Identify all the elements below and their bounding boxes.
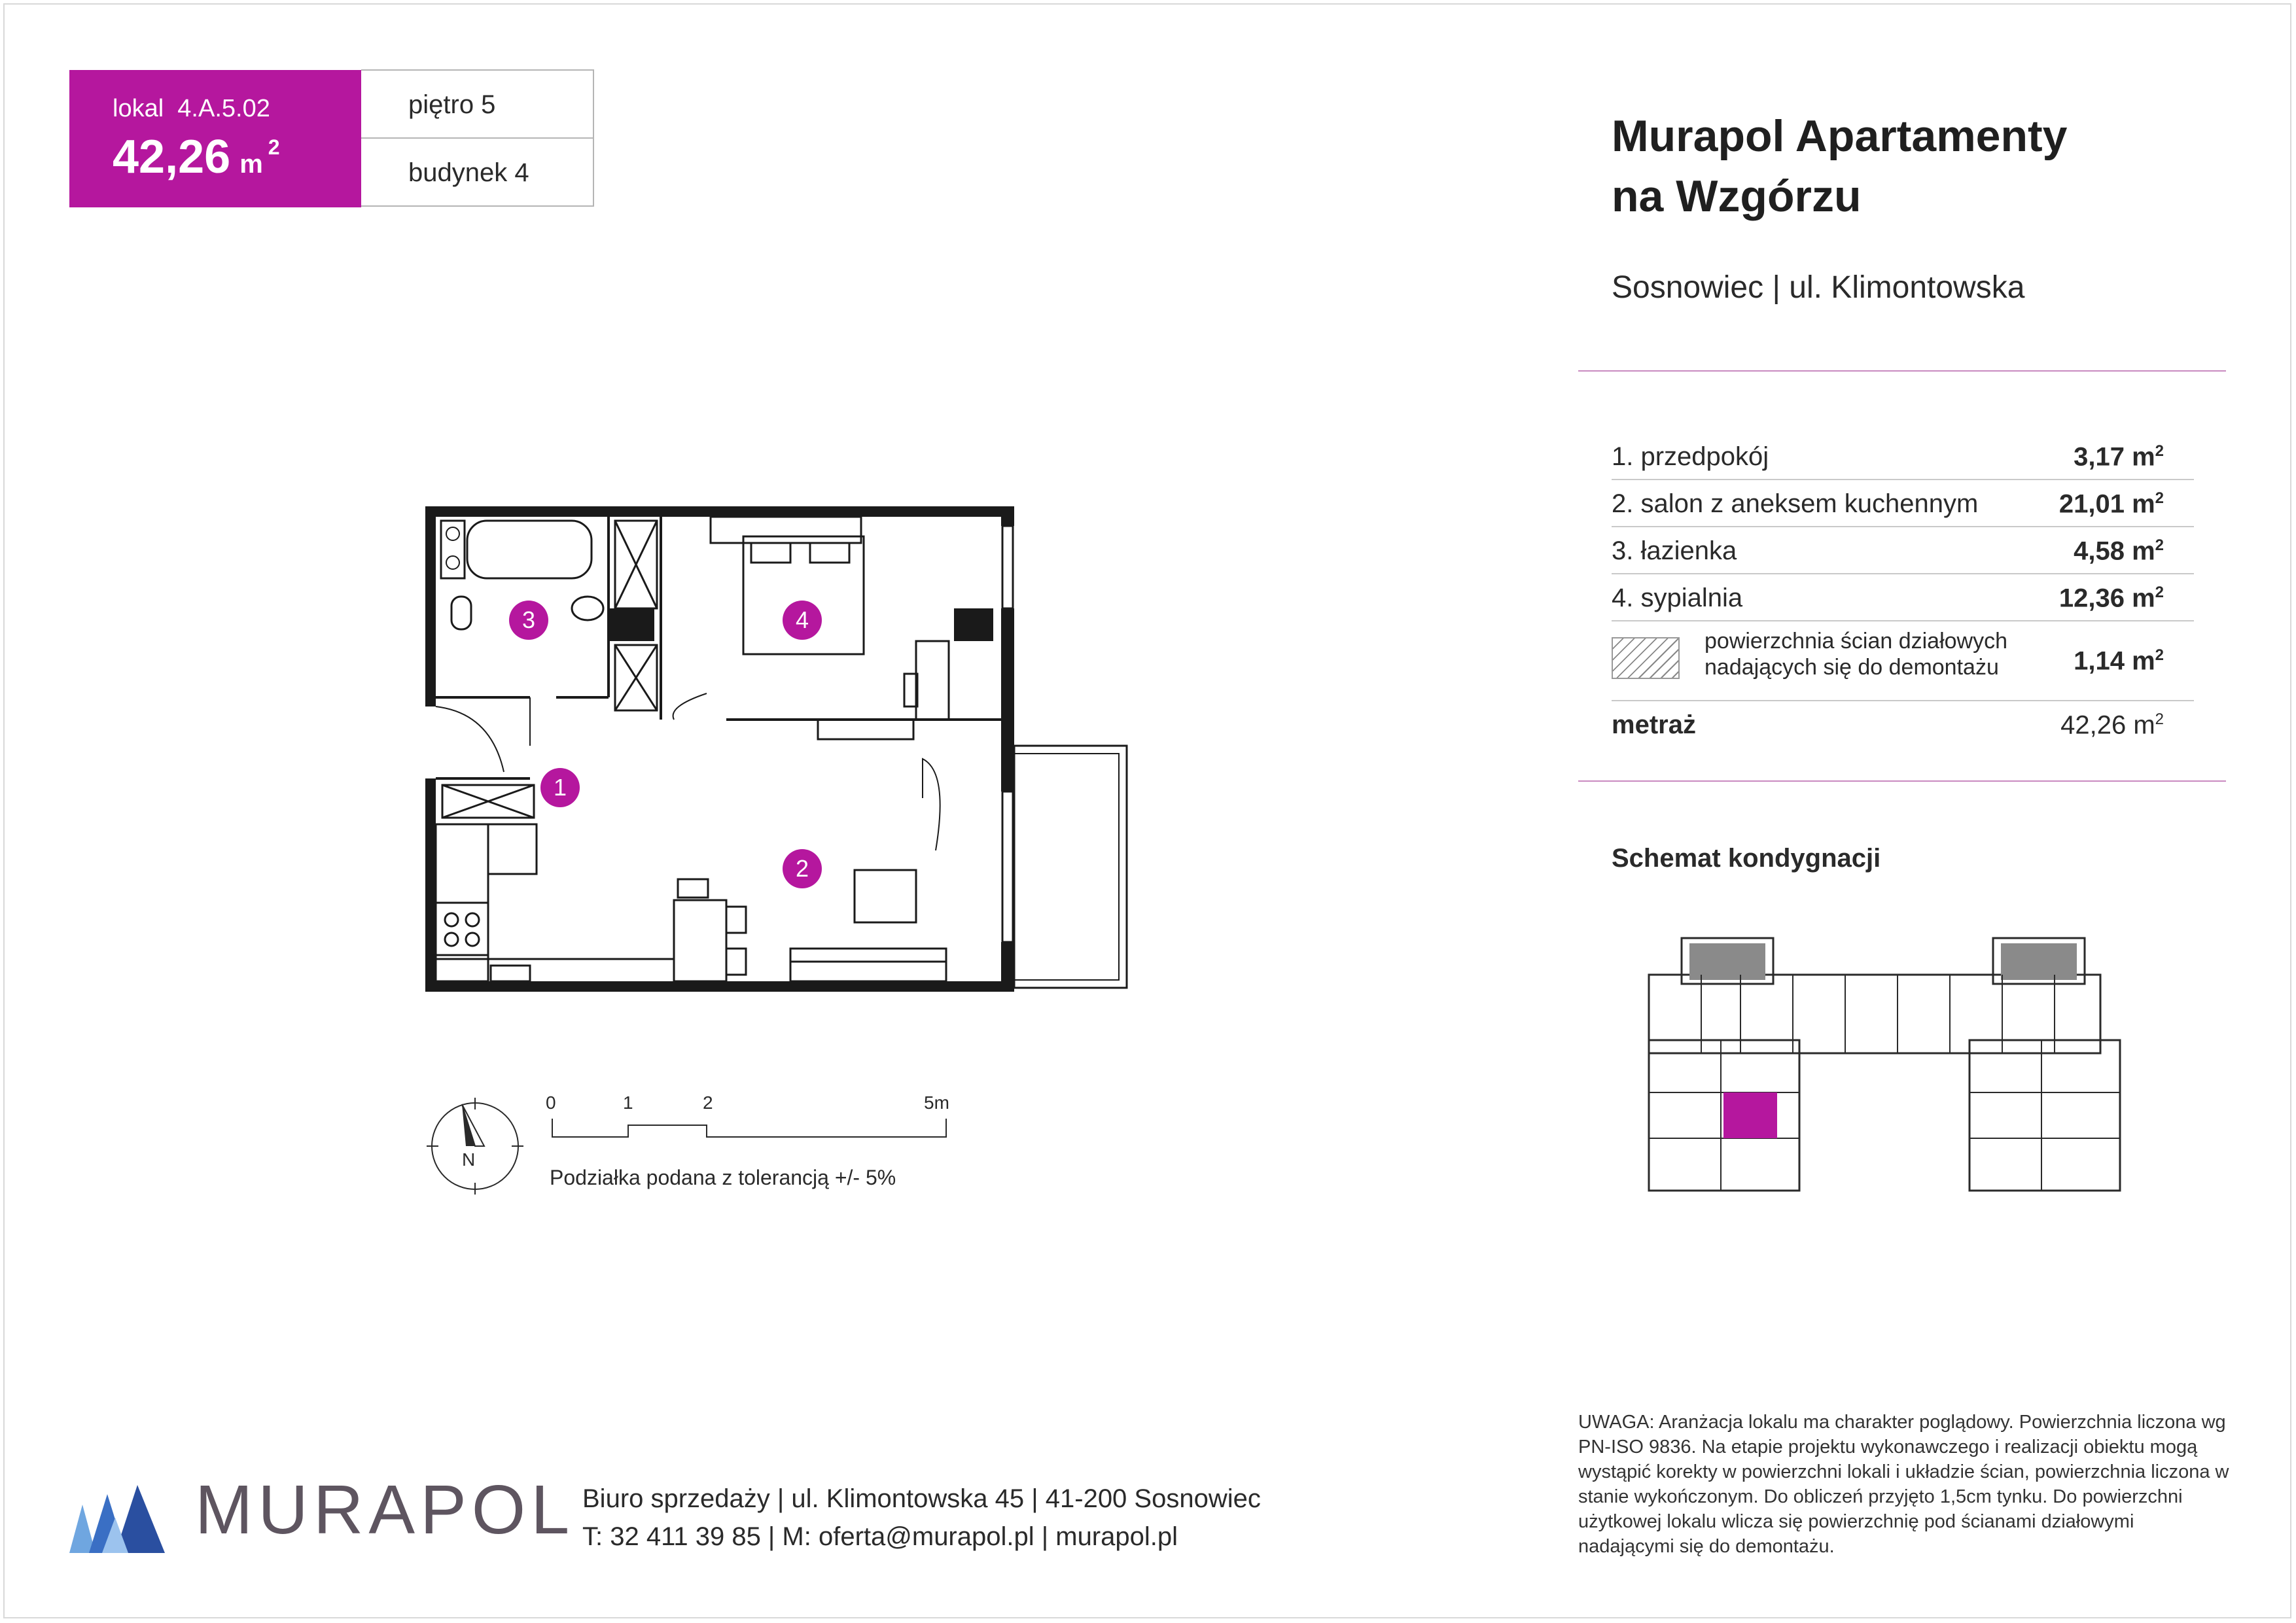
room-row-3: 3. łazienka 4,58 $m^2$ <box>1612 527 2194 574</box>
bathtub <box>467 521 592 578</box>
room-label-2: 2 <box>795 855 809 882</box>
room-row-4: 4. sypialnia 12,36 $m^2$ <box>1612 574 2194 621</box>
schema-title: Schemat kondygnacji <box>1612 844 1881 873</box>
hatch-swatch <box>1612 637 1680 679</box>
scale-note: Podziałka podana z tolerancją +/- 5% <box>550 1166 896 1189</box>
unit-id: lokal 4.A.5.02 <box>113 95 270 122</box>
disclaimer-note: UWAGA: Aranżacja lokalu ma charakter poglądowy. Powierzchnia liczona wg PN-ISO 9836. Na etapie projektu wykonawczego i realizacji obiektu mogą wystąpić korekty w powierzchni lokali i układzie ścian, powierzchnia liczona w stanie wykończonym. Do obliczeń przyjęto 1,5cm tynku. Do powierzchni użytkowej lokalu wlicza się powierzchnię pod ścianami działowymi nadającymi się do demontażu. <box>1578 1412 2229 1557</box>
room-row-2: 2. salon z aneksem kuchennym 21,01 $m^2$ <box>1612 480 2194 527</box>
room-markers <box>509 601 822 888</box>
room-label-1: 1 <box>553 774 567 801</box>
svg-text:N: N <box>462 1149 476 1170</box>
project-title: Murapol Apartamenty na Wzgórzu <box>1612 111 2068 221</box>
toilet <box>451 597 471 629</box>
room-label-4: 4 <box>795 606 809 633</box>
floor-schema <box>1629 929 2140 1204</box>
page-frame <box>3 3 2291 1618</box>
bed <box>711 517 949 720</box>
project-location: Sosnowiec | ul. Klimontowska <box>1612 270 2025 305</box>
floor-plan <box>412 497 1132 1034</box>
kitchen <box>436 824 726 981</box>
unit-badge <box>69 70 361 207</box>
walls-row: powierzchnia ścian działowych nadających się do demontażu 1,14 $m^2$ <box>1612 621 2194 701</box>
walls-note: powierzchnia ścian działowych nadających się do demontażu <box>1704 629 2008 680</box>
sink <box>572 597 603 620</box>
balcony <box>1014 746 1127 988</box>
total-row: metraż 42,26 $m^2$ <box>1612 710 2164 740</box>
dining-table <box>726 870 916 975</box>
building-label: budynek 4 <box>408 158 529 187</box>
doors <box>436 693 940 850</box>
divider-bottom <box>1578 780 2226 782</box>
room-row-1: 1. przedpokój 3,17 $m^2$ <box>1612 433 2194 480</box>
unit-area: 42,26 $m^2$ <box>113 131 280 183</box>
murapol-logo-icon <box>69 1485 165 1553</box>
murapol-logo-text: MURAPOL <box>195 1471 575 1548</box>
sofa <box>790 949 946 981</box>
room-label-3: 3 <box>521 606 536 633</box>
unit-info-box <box>361 69 594 207</box>
divider-top <box>1578 370 2226 372</box>
tv-unit <box>818 720 913 739</box>
north-arrow-icon <box>423 1094 527 1198</box>
sales-office-info: Biuro sprzedaży | ul. Klimontowska 45 | 41-200 Sosnowiec T: 32 411 39 85 | M: oferta@murapol.pl | murapol.pl <box>582 1484 1261 1551</box>
floor-label: piętro 5 <box>361 71 593 139</box>
schema-highlight <box>1723 1092 1777 1138</box>
scale-bar: 0 1 2 5m <box>543 1092 962 1151</box>
